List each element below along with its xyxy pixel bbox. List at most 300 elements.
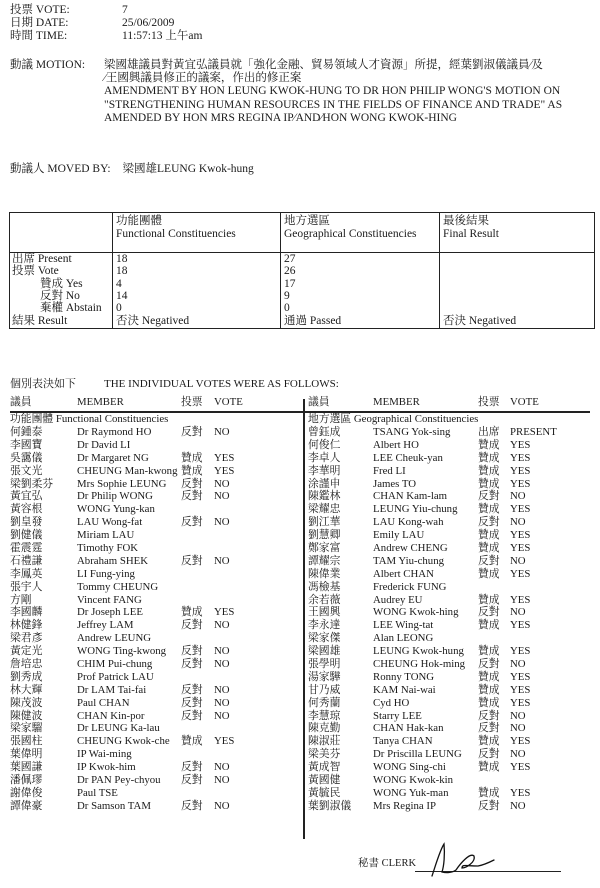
vote-en: YES xyxy=(510,464,531,477)
member-name-en: Dr David LI xyxy=(77,438,131,451)
functional-values xyxy=(116,253,128,314)
member-vote-row xyxy=(308,658,598,671)
geographical-yes: 17 xyxy=(284,277,296,290)
vote-en: YES xyxy=(510,645,531,658)
signature-icon xyxy=(418,840,498,880)
member-name-en: IP Kwok-him xyxy=(77,761,136,774)
member-vote-row xyxy=(10,658,300,671)
vote-zh: 贊成 xyxy=(181,606,203,619)
header-geographical-zh: 地方選區 xyxy=(284,215,330,227)
vote-zh: 贊成 xyxy=(478,670,500,683)
header-final-en: Final Result xyxy=(443,227,499,240)
member-vote-row xyxy=(308,529,598,542)
member-name-zh: 梁家騮 xyxy=(10,722,43,735)
vote-zh: 贊成 xyxy=(478,542,500,555)
vote-en: YES xyxy=(510,542,531,555)
column-divider xyxy=(303,399,305,839)
vote-en: YES xyxy=(510,761,531,774)
member-vote-row xyxy=(308,465,598,478)
member-name-en: Paul TSE xyxy=(77,786,118,799)
vote-zh: 反對 xyxy=(478,722,500,735)
member-name-zh: 陳淑莊 xyxy=(308,735,341,748)
geographical-votes-list xyxy=(308,396,598,813)
member-name-en: Albert CHAN xyxy=(373,567,434,580)
vote-en: NO xyxy=(214,490,230,503)
header-final-zh: 最後結果 xyxy=(443,215,489,227)
member-name-en: CHEUNG Man-kwong xyxy=(77,464,178,477)
moved-by-value: 梁國雄LEUNG Kwok-hung xyxy=(122,163,254,175)
member-vote-row xyxy=(308,697,598,710)
functional-result: 否決 Negatived xyxy=(116,315,190,327)
header-member-zh: 議員 xyxy=(308,396,330,408)
member-vote-row xyxy=(10,774,300,787)
member-name-en: Prof Patrick LAU xyxy=(77,670,154,683)
member-name-zh: 張文光 xyxy=(10,464,43,477)
vote-zh: 反對 xyxy=(478,799,500,812)
member-name-en: Mrs Sophie LEUNG xyxy=(77,477,167,490)
member-vote-row xyxy=(10,735,300,748)
member-name-en: Ronny TONG xyxy=(373,670,435,683)
member-name-en: IP Wai-ming xyxy=(77,748,132,761)
vote-zh: 贊成 xyxy=(478,477,500,490)
member-name-zh: 涂謹申 xyxy=(308,477,341,490)
member-name-en: Cyd HO xyxy=(373,696,410,709)
table-divider xyxy=(112,213,113,328)
member-name-en: WONG Kwok-kin xyxy=(373,774,454,787)
geographical-present: 27 xyxy=(284,253,296,265)
member-name-zh: 李華明 xyxy=(308,464,341,477)
member-vote-row xyxy=(308,735,598,748)
vote-en: YES xyxy=(214,464,235,477)
vote-zh: 反對 xyxy=(478,658,500,671)
vote-en: NO xyxy=(214,761,230,774)
summary-table xyxy=(9,212,595,329)
vote-en: NO xyxy=(214,645,230,658)
member-name-zh: 李慧琼 xyxy=(308,709,341,722)
vote-en: NO xyxy=(214,477,230,490)
vote-zh: 反對 xyxy=(181,554,203,567)
vote-en: NO xyxy=(214,658,230,671)
motion-text xyxy=(104,59,594,125)
member-vote-row xyxy=(10,439,300,452)
member-name-zh: 陳鑑林 xyxy=(308,490,341,503)
vote-number-value: 7 xyxy=(122,4,128,16)
member-name-en: CHAN Kam-lam xyxy=(373,490,448,503)
motion-label: 動議 MOTION: xyxy=(10,59,86,71)
date-label: 日期 DATE: xyxy=(10,17,69,29)
member-vote-row xyxy=(308,568,598,581)
vote-en: YES xyxy=(510,735,531,748)
member-name-en: Mrs Regina IP xyxy=(373,799,436,812)
member-name-zh: 潘佩璆 xyxy=(10,774,43,787)
member-name-en: Dr PAN Pey-chyou xyxy=(77,774,161,787)
member-name-zh: 黃成智 xyxy=(308,761,341,774)
vote-en: NO xyxy=(510,490,526,503)
member-name-zh: 陳茂波 xyxy=(10,696,43,709)
vote-en: YES xyxy=(510,786,531,799)
member-name-zh: 梁君彥 xyxy=(10,632,43,645)
header-vote-zh: 投票 xyxy=(181,396,203,408)
member-name-zh: 梁國雄 xyxy=(308,645,341,658)
member-name-zh: 林大輝 xyxy=(10,683,43,696)
vote-zh: 反對 xyxy=(181,490,203,503)
member-name-en: Starry LEE xyxy=(373,709,422,722)
member-name-zh: 余若薇 xyxy=(308,593,341,606)
header-vote-en: VOTE xyxy=(510,396,539,408)
section-geographical: 地方選區 Geographical Constituencies xyxy=(308,413,479,425)
vote-en: NO xyxy=(214,709,230,722)
member-vote-row xyxy=(308,645,598,658)
member-name-en: Dr LEUNG Ka-lau xyxy=(77,722,160,735)
vote-zh: 反對 xyxy=(478,516,500,529)
member-vote-row xyxy=(10,787,300,800)
member-name-zh: 何鍾泰 xyxy=(10,426,43,438)
member-vote-row xyxy=(308,774,598,787)
motion-line: ⁄王國興議員修正的議案，作出的修正案 xyxy=(104,72,302,85)
vote-zh: 反對 xyxy=(181,696,203,709)
header-final xyxy=(443,215,499,240)
member-vote-row xyxy=(308,684,598,697)
row-labels xyxy=(12,253,102,314)
vote-zh: 贊成 xyxy=(478,503,500,516)
member-name-en: Dr Philip WONG xyxy=(77,490,153,503)
member-name-en: Andrew LEUNG xyxy=(77,632,152,645)
vote-zh: 反對 xyxy=(181,516,203,529)
member-vote-row xyxy=(308,581,598,594)
member-name-zh: 劉江華 xyxy=(308,516,341,529)
vote-en: NO xyxy=(214,799,230,812)
vote-en: YES xyxy=(510,670,531,683)
member-name-en: WONG Kwok-hing xyxy=(373,606,459,619)
member-vote-row xyxy=(308,800,598,813)
member-name-en: Abraham SHEK xyxy=(77,554,149,567)
functional-yes: 4 xyxy=(116,277,122,290)
member-name-en: Vincent FANG xyxy=(77,593,142,606)
member-name-en: Andrew CHENG xyxy=(373,542,448,555)
member-name-zh: 詹培忠 xyxy=(10,658,43,671)
vote-zh: 贊成 xyxy=(181,464,203,477)
member-name-zh: 甘乃威 xyxy=(308,683,341,696)
vote-list-header xyxy=(10,396,300,410)
member-name-en: LEE Cheuk-yan xyxy=(373,451,443,464)
member-name-en: Dr Samson TAM xyxy=(77,799,151,812)
vote-zh: 出席 xyxy=(478,426,500,438)
member-name-zh: 吳靄儀 xyxy=(10,451,43,464)
vote-zh: 反對 xyxy=(478,748,500,761)
member-vote-row xyxy=(10,555,300,568)
vote-zh: 反對 xyxy=(478,490,500,503)
header-functional-zh: 功能團體 xyxy=(116,215,162,227)
member-name-en: LEE Wing-tat xyxy=(373,619,434,632)
vote-zh: 贊成 xyxy=(478,593,500,606)
section-functional: 功能團體 Functional Constituencies xyxy=(10,413,169,425)
header-member-en: MEMBER xyxy=(373,396,420,408)
member-vote-row xyxy=(10,800,300,813)
label-present: 出席 Present xyxy=(12,253,72,265)
vote-en: NO xyxy=(214,516,230,529)
vote-en: NO xyxy=(214,554,230,567)
member-name-en: Dr Priscilla LEUNG xyxy=(373,748,462,761)
clerk-label: 秘書 CLERK xyxy=(358,858,417,869)
vote-en: YES xyxy=(510,477,531,490)
member-vote-row xyxy=(308,606,598,619)
member-name-en: WONG Sing-chi xyxy=(373,761,446,774)
member-name-en: LEUNG Kwok-hung xyxy=(373,645,464,658)
header-geographical xyxy=(284,215,417,240)
vote-zh: 反對 xyxy=(181,619,203,632)
vote-en: NO xyxy=(214,619,230,632)
member-name-zh: 黃定光 xyxy=(10,645,43,658)
header-functional xyxy=(116,215,236,240)
member-vote-row xyxy=(10,619,300,632)
vote-zh: 贊成 xyxy=(478,645,500,658)
time-label: 時間 TIME: xyxy=(10,30,68,42)
member-vote-row xyxy=(10,697,300,710)
member-name-en: Miriam LAU xyxy=(77,529,135,542)
member-vote-row xyxy=(308,594,598,607)
vote-zh: 反對 xyxy=(181,761,203,774)
header-vote-en: VOTE xyxy=(214,396,243,408)
vote-en: YES xyxy=(510,503,531,516)
header-vote-zh: 投票 xyxy=(478,396,500,408)
member-name-zh: 陳克勤 xyxy=(308,722,341,735)
member-name-zh: 劉健儀 xyxy=(10,529,43,542)
vote-en: NO xyxy=(214,426,230,438)
vote-zh: 贊成 xyxy=(181,735,203,748)
member-name-en: Audrey EU xyxy=(373,593,423,606)
member-name-en: LEUNG Yiu-chung xyxy=(373,503,458,516)
vote-en: NO xyxy=(510,658,526,671)
member-vote-row xyxy=(10,684,300,697)
geographical-result: 通過 Passed xyxy=(284,315,342,327)
member-name-en: Fred LI xyxy=(373,464,406,477)
member-vote-row xyxy=(10,478,300,491)
vote-en: YES xyxy=(510,438,531,451)
vote-en: NO xyxy=(510,516,526,529)
member-name-en: CHEUNG Kwok-che xyxy=(77,735,170,748)
vote-number-label: 投票 VOTE: xyxy=(10,4,70,16)
member-name-zh: 劉慧卿 xyxy=(308,529,341,542)
member-vote-row xyxy=(10,606,300,619)
member-name-en: CHEUNG Hok-ming xyxy=(373,658,466,671)
member-name-zh: 李永達 xyxy=(308,619,341,632)
member-name-zh: 陳健波 xyxy=(10,709,43,722)
member-vote-row xyxy=(308,542,598,555)
member-name-en: Tanya CHAN xyxy=(373,735,433,748)
label-no: 反對 No xyxy=(40,289,80,302)
member-name-zh: 曾鈺成 xyxy=(308,426,341,438)
vote-zh: 反對 xyxy=(478,606,500,619)
member-name-zh: 謝偉俊 xyxy=(10,786,43,799)
motion-line: AMENDED BY HON MRS REGINA IP⁄AND⁄HON WONG KWOK-HING xyxy=(104,111,457,124)
vote-en: YES xyxy=(510,451,531,464)
table-divider xyxy=(280,213,281,328)
vote-en: NO xyxy=(510,799,526,812)
member-name-zh: 李鳳英 xyxy=(10,567,43,580)
vote-zh: 反對 xyxy=(478,554,500,567)
individual-title-zh: 個別表決如下 xyxy=(10,378,76,390)
label-yes: 贊成 Yes xyxy=(40,277,83,290)
member-name-zh: 霍震霆 xyxy=(10,542,43,555)
functional-abstain: 0 xyxy=(116,302,122,315)
vote-en: YES xyxy=(510,593,531,606)
functional-present: 18 xyxy=(116,253,128,265)
member-name-en: James TO xyxy=(373,477,417,490)
vote-zh: 贊成 xyxy=(478,735,500,748)
date-value: 25/06/2009 xyxy=(122,17,175,29)
vote-list-header xyxy=(308,396,598,410)
motion-line: AMENDMENT BY HON LEUNG KWOK-HUNG TO DR HON PHILIP WONG'S MOTION ON xyxy=(104,85,561,98)
vote-en: NO xyxy=(214,696,230,709)
vote-zh: 贊成 xyxy=(478,619,500,632)
member-vote-row xyxy=(308,761,598,774)
table-divider xyxy=(439,213,440,328)
member-vote-row xyxy=(10,645,300,658)
member-vote-row xyxy=(308,632,598,645)
member-name-en: Albert HO xyxy=(373,438,419,451)
member-name-zh: 方剛 xyxy=(10,593,32,606)
label-vote: 投票 Vote xyxy=(12,265,59,278)
member-vote-row xyxy=(308,722,598,735)
member-name-zh: 葉偉明 xyxy=(10,748,43,761)
member-vote-row xyxy=(10,761,300,774)
moved-by-label: 動議人 MOVED BY: xyxy=(10,163,111,175)
vote-en: NO xyxy=(510,748,526,761)
member-vote-row xyxy=(10,452,300,465)
member-name-en: CHIM Pui-chung xyxy=(77,658,153,671)
vote-zh: 贊成 xyxy=(478,786,500,799)
vote-zh: 贊成 xyxy=(478,438,500,451)
vote-zh: 反對 xyxy=(181,799,203,812)
vote-zh: 反對 xyxy=(478,709,500,722)
vote-zh: 贊成 xyxy=(478,567,500,580)
member-name-en: Dr Raymond HO xyxy=(77,426,152,438)
motion-line: "STRENGTHENING HUMAN RESOURCES IN THE FIELDS OF FINANCE AND TRADE" AS xyxy=(104,98,563,111)
member-name-en: Jeffrey LAM xyxy=(77,619,134,632)
vote-en: NO xyxy=(510,606,526,619)
member-vote-row xyxy=(308,426,598,439)
vote-zh: 贊成 xyxy=(478,451,500,464)
vote-en: YES xyxy=(510,567,531,580)
vote-en: YES xyxy=(510,683,531,696)
member-vote-row xyxy=(308,439,598,452)
member-vote-row xyxy=(10,503,300,516)
vote-zh: 反對 xyxy=(181,658,203,671)
member-name-zh: 黃毓民 xyxy=(308,786,341,799)
member-name-en: Dr LAM Tai-fai xyxy=(77,683,147,696)
member-vote-row xyxy=(308,710,598,723)
member-name-zh: 梁家傑 xyxy=(308,632,341,645)
vote-en: NO xyxy=(510,554,526,567)
member-vote-row xyxy=(10,722,300,735)
member-vote-row xyxy=(10,529,300,542)
member-name-zh: 林健鋒 xyxy=(10,619,43,632)
vote-zh: 反對 xyxy=(181,426,203,438)
member-vote-row xyxy=(10,671,300,684)
member-name-zh: 劉皇發 xyxy=(10,516,43,529)
member-name-en: Alan LEONG xyxy=(373,632,434,645)
member-name-zh: 何俊仁 xyxy=(308,438,341,451)
geographical-abstain: 0 xyxy=(284,302,290,315)
member-vote-row xyxy=(308,503,598,516)
member-name-en: Emily LAU xyxy=(373,529,425,542)
header-member-zh: 議員 xyxy=(10,396,32,408)
geographical-no: 9 xyxy=(284,289,290,302)
member-name-zh: 湯家驊 xyxy=(308,670,341,683)
member-name-zh: 張宇人 xyxy=(10,580,43,593)
member-vote-row xyxy=(10,516,300,529)
member-name-en: Timothy FOK xyxy=(77,542,139,555)
vote-en: YES xyxy=(214,451,235,464)
member-vote-row xyxy=(10,632,300,645)
vote-zh: 反對 xyxy=(181,774,203,787)
member-vote-row xyxy=(10,748,300,761)
member-name-zh: 譚耀宗 xyxy=(308,554,341,567)
vote-zh: 贊成 xyxy=(181,451,203,464)
member-vote-row xyxy=(10,490,300,503)
member-name-zh: 陳偉業 xyxy=(308,567,341,580)
member-name-en: TSANG Yok-sing xyxy=(373,426,451,438)
member-vote-row xyxy=(10,465,300,478)
functional-votes-list xyxy=(10,396,300,813)
member-vote-row xyxy=(308,619,598,632)
member-name-zh: 葉劉淑儀 xyxy=(308,799,352,812)
member-name-zh: 梁美芬 xyxy=(308,748,341,761)
vote-zh: 贊成 xyxy=(478,464,500,477)
geographical-values xyxy=(284,253,296,314)
member-name-zh: 王國興 xyxy=(308,606,341,619)
member-name-en: WONG Yung-kan xyxy=(77,503,155,516)
member-name-zh: 張國柱 xyxy=(10,735,43,748)
final-result: 否決 Negatived xyxy=(443,315,517,327)
member-vote-row xyxy=(308,748,598,761)
motion-line: 梁國雄議員對黃宜弘議員就「強化金融、貿易領域人才資源」所提，經葉劉淑儀議員⁄及 xyxy=(104,59,543,71)
member-name-zh: 鄭家富 xyxy=(308,542,341,555)
member-name-zh: 劉秀成 xyxy=(10,670,43,683)
vote-zh: 贊成 xyxy=(478,761,500,774)
vote-zh: 贊成 xyxy=(478,696,500,709)
member-name-en: TAM Yiu-chung xyxy=(373,554,445,567)
member-name-en: Paul CHAN xyxy=(77,696,130,709)
member-name-zh: 石禮謙 xyxy=(10,554,43,567)
header-member-en: MEMBER xyxy=(77,396,124,408)
vote-zh: 反對 xyxy=(181,477,203,490)
label-result: 結果 Result xyxy=(12,315,68,327)
member-name-zh: 梁耀忠 xyxy=(308,503,341,516)
vote-zh: 反對 xyxy=(181,683,203,696)
vote-en: NO xyxy=(510,709,526,722)
member-name-en: LI Fung-ying xyxy=(77,567,135,580)
member-name-en: CHAN Hak-kan xyxy=(373,722,444,735)
vote-en: YES xyxy=(214,606,235,619)
member-name-zh: 譚偉豪 xyxy=(10,799,43,812)
member-name-zh: 李卓人 xyxy=(308,451,341,464)
member-name-en: WONG Yuk-man xyxy=(373,786,449,799)
member-vote-row xyxy=(308,490,598,503)
member-name-en: LAU Kong-wah xyxy=(373,516,444,529)
member-vote-row xyxy=(10,581,300,594)
member-name-en: WONG Ting-kwong xyxy=(77,645,167,658)
functional-no: 14 xyxy=(116,289,128,302)
vote-en: YES xyxy=(510,696,531,709)
member-vote-row xyxy=(308,478,598,491)
member-name-en: Tommy CHEUNG xyxy=(77,580,159,593)
member-vote-row xyxy=(308,671,598,684)
individual-title-en: THE INDIVIDUAL VOTES WERE AS FOLLOWS: xyxy=(104,378,339,390)
member-name-en: Dr Margaret NG xyxy=(77,451,149,464)
vote-en: YES xyxy=(510,619,531,632)
vote-en: NO xyxy=(510,722,526,735)
